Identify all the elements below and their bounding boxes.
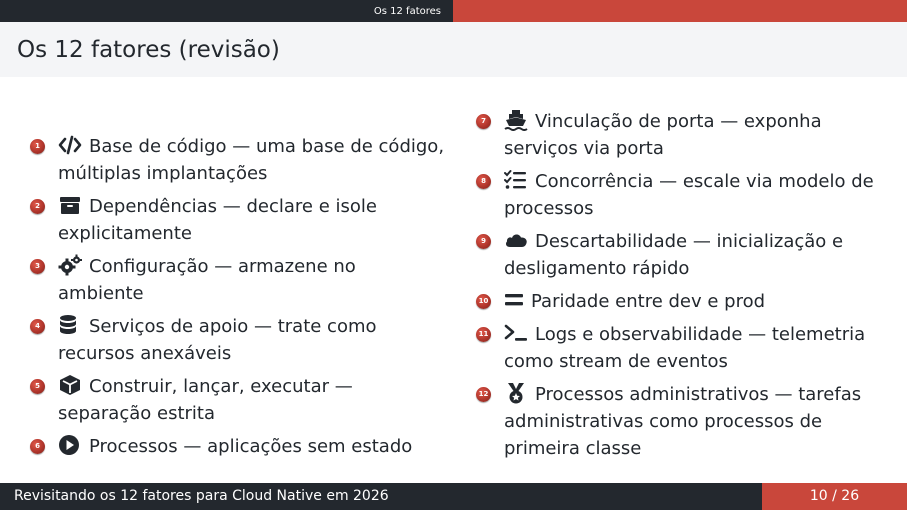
gears-icon xyxy=(58,254,82,276)
play-circle-icon xyxy=(58,434,82,456)
factor-item-9 xyxy=(476,228,896,282)
bullet-number: 5 xyxy=(30,379,45,394)
bullet-number: 7 xyxy=(476,114,491,129)
factor-item-11 xyxy=(476,321,896,375)
factor-text: Descartabilidade — inicialização e desligamento rápido xyxy=(504,231,844,279)
factor-item-6 xyxy=(30,433,445,460)
top-section-bar xyxy=(0,0,907,22)
factor-text: Dependências — declare e isole explicitamente xyxy=(58,196,377,244)
bullet-number: 1 xyxy=(30,139,45,154)
slide-title: Os 12 fatores (revisão) xyxy=(17,36,280,63)
bullet-number: 4 xyxy=(30,319,45,334)
section-nav-accent xyxy=(453,0,907,22)
factor-item-12 xyxy=(476,381,896,462)
cloud-icon xyxy=(504,229,528,251)
section-label[interactable]: Os 12 fatores xyxy=(373,5,441,17)
bullet-number: 12 xyxy=(476,387,491,402)
footer-title: Revisitando os 12 fatores para Cloud Native em 2026 xyxy=(0,483,762,510)
factor-item-4 xyxy=(30,313,445,367)
slide-title-bar xyxy=(0,22,907,77)
factor-list-left xyxy=(30,133,445,466)
factor-item-2 xyxy=(30,193,445,247)
code-icon xyxy=(58,134,82,156)
medal-icon xyxy=(504,382,528,404)
factor-list-right xyxy=(476,108,896,468)
bullet-number: 3 xyxy=(30,259,45,274)
factor-text: Processos administrativos — tarefas administrativas como processos de primeira classe xyxy=(504,384,862,459)
list-check-icon xyxy=(504,169,528,191)
bullet-number: 2 xyxy=(30,199,45,214)
terminal-icon xyxy=(504,322,528,344)
bullet-number: 9 xyxy=(476,234,491,249)
factor-item-7 xyxy=(476,108,896,162)
factor-text: Logs e observabilidade — telemetria como stream de eventos xyxy=(504,324,866,372)
factor-text: Paridade entre dev e prod xyxy=(531,291,766,312)
factor-item-8 xyxy=(476,168,896,222)
factor-text: Configuração — armazene no ambiente xyxy=(58,256,356,304)
section-nav xyxy=(0,0,453,22)
bullet-number: 11 xyxy=(476,327,491,342)
database-icon xyxy=(58,314,82,336)
factor-text: Concorrência — escale via modelo de processos xyxy=(504,171,874,219)
factor-text: Base de código — uma base de código, múltiplas implantações xyxy=(58,136,445,184)
factor-text: Processos — aplicações sem estado xyxy=(89,436,413,457)
factor-text: Construir, lançar, executar — separação estrita xyxy=(58,376,353,424)
footer-bar xyxy=(0,483,907,510)
bullet-number: 6 xyxy=(30,439,45,454)
factor-item-10 xyxy=(476,288,896,315)
factor-item-5 xyxy=(30,373,445,427)
factor-item-1 xyxy=(30,133,445,187)
ship-icon xyxy=(504,109,528,131)
bullet-number: 8 xyxy=(476,174,491,189)
factor-text: Serviços de apoio — trate como recursos anexáveis xyxy=(58,316,377,364)
box-open-icon xyxy=(58,194,82,216)
bullet-number: 10 xyxy=(476,294,491,309)
factor-item-3 xyxy=(30,253,445,307)
factor-text: Vinculação de porta — exponha serviços via porta xyxy=(504,111,822,159)
cube-icon xyxy=(58,374,82,396)
page-number: 10 / 26 xyxy=(762,483,907,510)
equals-icon xyxy=(504,289,524,311)
